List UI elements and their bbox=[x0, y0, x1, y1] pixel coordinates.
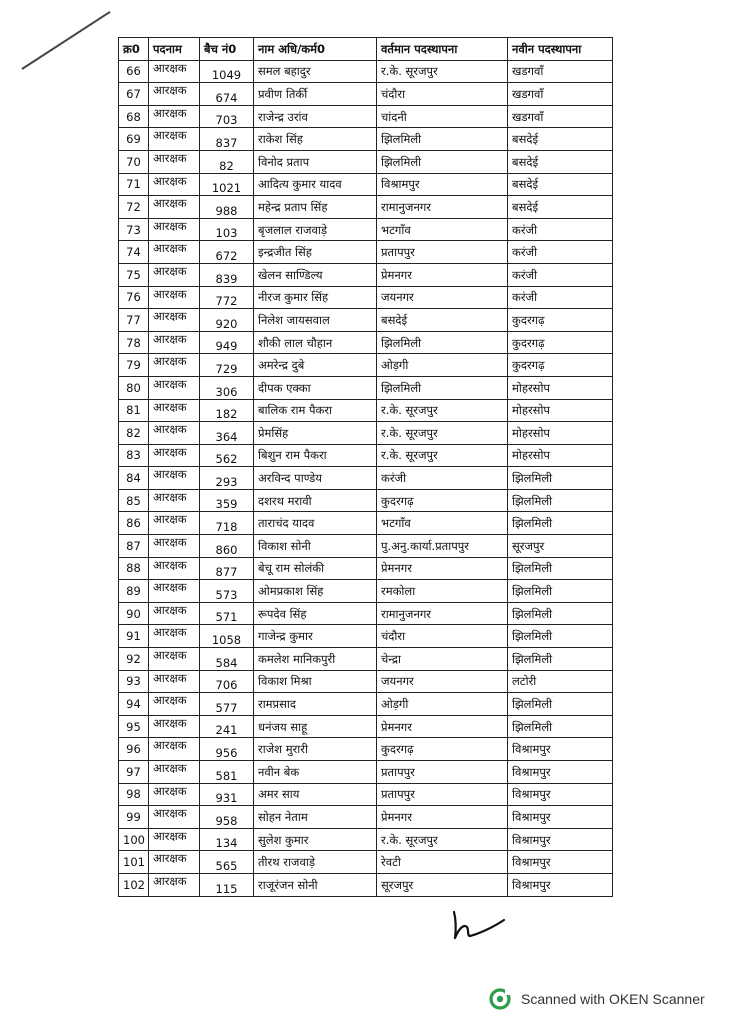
cell-serial-no: 95 bbox=[119, 715, 149, 738]
cell-serial-no: 74 bbox=[119, 241, 149, 264]
cell-batch-no: 772 bbox=[200, 286, 254, 309]
table-row bbox=[119, 467, 613, 490]
cell-serial-no: 91 bbox=[119, 625, 149, 648]
table-row bbox=[119, 263, 613, 286]
cell-new-posting: सूरजपुर bbox=[508, 535, 613, 558]
cell-batch-no: 82 bbox=[200, 150, 254, 173]
header-serial-no: क्र0 bbox=[119, 38, 149, 61]
table-row bbox=[119, 399, 613, 422]
cell-new-posting: बसदेई bbox=[508, 196, 613, 219]
cell-name: सुलेश कुमार bbox=[254, 828, 377, 851]
cell-batch-no: 672 bbox=[200, 241, 254, 264]
header-new-posting: नवीन पदस्थापना bbox=[508, 38, 613, 61]
cell-serial-no: 92 bbox=[119, 648, 149, 671]
table-row bbox=[119, 196, 613, 219]
cell-name: ताराचंद यादव bbox=[254, 512, 377, 535]
cell-name: धनंजय साहू bbox=[254, 715, 377, 738]
cell-rank: आरक्षक bbox=[149, 444, 200, 467]
cell-current-posting: करंजी bbox=[377, 467, 508, 490]
cell-batch-no: 573 bbox=[200, 580, 254, 603]
cell-new-posting: कुदरगढ़ bbox=[508, 331, 613, 354]
cell-new-posting: विश्रामपुर bbox=[508, 851, 613, 874]
header-current-posting: वर्तमान पदस्थापना bbox=[377, 38, 508, 61]
cell-batch-no: 577 bbox=[200, 693, 254, 716]
table-row bbox=[119, 806, 613, 829]
cell-current-posting: झिलमिली bbox=[377, 376, 508, 399]
cell-serial-no: 97 bbox=[119, 761, 149, 784]
header-rank: पदनाम bbox=[149, 38, 200, 61]
cell-current-posting: ओड़गी bbox=[377, 354, 508, 377]
cell-serial-no: 68 bbox=[119, 105, 149, 128]
cell-new-posting: झिलमिली bbox=[508, 557, 613, 580]
cell-rank: आरक्षक bbox=[149, 602, 200, 625]
table-header-row bbox=[119, 38, 613, 61]
cell-rank: आरक्षक bbox=[149, 625, 200, 648]
cell-serial-no: 96 bbox=[119, 738, 149, 761]
cell-batch-no: 1021 bbox=[200, 173, 254, 196]
cell-batch-no: 674 bbox=[200, 83, 254, 106]
cell-current-posting: प्रेमनगर bbox=[377, 557, 508, 580]
table-body bbox=[119, 60, 613, 896]
cell-serial-no: 83 bbox=[119, 444, 149, 467]
cell-name: राजूरंजन सोनी bbox=[254, 873, 377, 896]
cell-name: खेलन साण्डिल्य bbox=[254, 263, 377, 286]
cell-batch-no: 359 bbox=[200, 489, 254, 512]
table-row bbox=[119, 105, 613, 128]
cell-name: समल बहादुर bbox=[254, 60, 377, 83]
cell-new-posting: झिलमिली bbox=[508, 512, 613, 535]
table-row bbox=[119, 83, 613, 106]
cell-serial-no: 88 bbox=[119, 557, 149, 580]
cell-rank: आरक्षक bbox=[149, 670, 200, 693]
cell-rank: आरक्षक bbox=[149, 376, 200, 399]
table-row bbox=[119, 128, 613, 151]
cell-batch-no: 949 bbox=[200, 331, 254, 354]
table-row bbox=[119, 60, 613, 83]
cell-current-posting: झिलमिली bbox=[377, 128, 508, 151]
cell-rank: आरक्षक bbox=[149, 196, 200, 219]
cell-current-posting: प्रेमनगर bbox=[377, 806, 508, 829]
cell-rank: आरक्षक bbox=[149, 422, 200, 445]
cell-serial-no: 90 bbox=[119, 602, 149, 625]
cell-rank: आरक्षक bbox=[149, 580, 200, 603]
cell-name: आदित्य कुमार यादव bbox=[254, 173, 377, 196]
table-row bbox=[119, 715, 613, 738]
cell-current-posting: रेवटी bbox=[377, 851, 508, 874]
cell-new-posting: विश्रामपुर bbox=[508, 761, 613, 784]
cell-serial-no: 77 bbox=[119, 309, 149, 332]
cell-current-posting: र.के. सूरजपुर bbox=[377, 444, 508, 467]
cell-serial-no: 76 bbox=[119, 286, 149, 309]
cell-new-posting: झिलमिली bbox=[508, 580, 613, 603]
table-row bbox=[119, 557, 613, 580]
cell-name: अमर साय bbox=[254, 783, 377, 806]
cell-current-posting: चंदौरा bbox=[377, 625, 508, 648]
cell-current-posting: रामानुजनगर bbox=[377, 196, 508, 219]
cell-new-posting: बसदेई bbox=[508, 150, 613, 173]
cell-new-posting: झिलमिली bbox=[508, 489, 613, 512]
scanner-watermark bbox=[489, 988, 705, 1010]
cell-new-posting: करंजी bbox=[508, 263, 613, 286]
table-row bbox=[119, 625, 613, 648]
cell-name: दीपक एक्का bbox=[254, 376, 377, 399]
table-row bbox=[119, 873, 613, 896]
cell-batch-no: 931 bbox=[200, 783, 254, 806]
table-row bbox=[119, 828, 613, 851]
cell-serial-no: 72 bbox=[119, 196, 149, 219]
cell-new-posting: बसदेई bbox=[508, 128, 613, 151]
cell-batch-no: 584 bbox=[200, 648, 254, 671]
table-row bbox=[119, 354, 613, 377]
cell-batch-no: 1049 bbox=[200, 60, 254, 83]
cell-rank: आरक्षक bbox=[149, 286, 200, 309]
cell-serial-no: 102 bbox=[119, 873, 149, 896]
cell-rank: आरक्षक bbox=[149, 828, 200, 851]
cell-new-posting: करंजी bbox=[508, 218, 613, 241]
cell-name: रामप्रसाद bbox=[254, 693, 377, 716]
cell-new-posting: मोहरसोप bbox=[508, 444, 613, 467]
cell-name: गाजेन्द्र कुमार bbox=[254, 625, 377, 648]
cell-current-posting: पु.अनु.कार्या.प्रतापपुर bbox=[377, 535, 508, 558]
cell-name: बिशुन राम पैकरा bbox=[254, 444, 377, 467]
table-row bbox=[119, 670, 613, 693]
cell-rank: आरक्षक bbox=[149, 399, 200, 422]
cell-serial-no: 80 bbox=[119, 376, 149, 399]
cell-rank: आरक्षक bbox=[149, 467, 200, 490]
cell-current-posting: झिलमिली bbox=[377, 150, 508, 173]
cell-batch-no: 103 bbox=[200, 218, 254, 241]
cell-current-posting: रामानुजनगर bbox=[377, 602, 508, 625]
table-row bbox=[119, 602, 613, 625]
table-row bbox=[119, 331, 613, 354]
cell-name: विकाश सोनी bbox=[254, 535, 377, 558]
cell-batch-no: 306 bbox=[200, 376, 254, 399]
cell-batch-no: 718 bbox=[200, 512, 254, 535]
cell-rank: आरक्षक bbox=[149, 354, 200, 377]
cell-rank: आरक्षक bbox=[149, 535, 200, 558]
cell-name: तीरथ राजवाड़े bbox=[254, 851, 377, 874]
cell-new-posting: मोहरसोप bbox=[508, 399, 613, 422]
cell-name: सोहन नेताम bbox=[254, 806, 377, 829]
cell-rank: आरक्षक bbox=[149, 783, 200, 806]
cell-current-posting: बसदेई bbox=[377, 309, 508, 332]
cell-serial-no: 99 bbox=[119, 806, 149, 829]
cell-current-posting: चेन्द्रा bbox=[377, 648, 508, 671]
cell-batch-no: 1058 bbox=[200, 625, 254, 648]
cell-current-posting: प्रेमनगर bbox=[377, 715, 508, 738]
cell-rank: आरक्षक bbox=[149, 309, 200, 332]
cell-batch-no: 958 bbox=[200, 806, 254, 829]
cell-new-posting: विश्रामपुर bbox=[508, 806, 613, 829]
cell-serial-no: 85 bbox=[119, 489, 149, 512]
cell-rank: आरक्षक bbox=[149, 173, 200, 196]
table-row bbox=[119, 150, 613, 173]
cell-rank: आरक्षक bbox=[149, 851, 200, 874]
cell-current-posting: चंदौरा bbox=[377, 83, 508, 106]
cell-rank: आरक्षक bbox=[149, 738, 200, 761]
cell-serial-no: 78 bbox=[119, 331, 149, 354]
cell-new-posting: झिलमिली bbox=[508, 467, 613, 490]
cell-serial-no: 82 bbox=[119, 422, 149, 445]
cell-rank: आरक्षक bbox=[149, 648, 200, 671]
oken-scanner-logo-icon bbox=[489, 988, 511, 1010]
cell-new-posting: मोहरसोप bbox=[508, 422, 613, 445]
cell-name: ओमप्रकाश सिंह bbox=[254, 580, 377, 603]
cell-name: विनोद प्रताप bbox=[254, 150, 377, 173]
scanner-label: Scanned with OKEN Scanner bbox=[521, 991, 705, 1007]
cell-rank: आरक्षक bbox=[149, 512, 200, 535]
cell-serial-no: 89 bbox=[119, 580, 149, 603]
table-row bbox=[119, 489, 613, 512]
table-row bbox=[119, 761, 613, 784]
cell-batch-no: 860 bbox=[200, 535, 254, 558]
cell-serial-no: 86 bbox=[119, 512, 149, 535]
cell-new-posting: बसदेई bbox=[508, 173, 613, 196]
cell-name: रूपदेव सिंह bbox=[254, 602, 377, 625]
cell-batch-no: 703 bbox=[200, 105, 254, 128]
cell-current-posting: र.के. सूरजपुर bbox=[377, 422, 508, 445]
cell-rank: आरक्षक bbox=[149, 489, 200, 512]
cell-rank: आरक्षक bbox=[149, 241, 200, 264]
cell-name: इन्द्रजीत सिंह bbox=[254, 241, 377, 264]
cell-current-posting: जयनगर bbox=[377, 670, 508, 693]
cell-batch-no: 877 bbox=[200, 557, 254, 580]
cell-name: दशरथ मरावी bbox=[254, 489, 377, 512]
header-name: नाम अधि/कर्म0 bbox=[254, 38, 377, 61]
cell-new-posting: कुदरगढ़ bbox=[508, 354, 613, 377]
cell-new-posting: कुदरगढ़ bbox=[508, 309, 613, 332]
cell-batch-no: 581 bbox=[200, 761, 254, 784]
cell-serial-no: 79 bbox=[119, 354, 149, 377]
cell-current-posting: ओड़गी bbox=[377, 693, 508, 716]
cell-current-posting: प्रेमनगर bbox=[377, 263, 508, 286]
cell-batch-no: 293 bbox=[200, 467, 254, 490]
cell-new-posting: विश्रामपुर bbox=[508, 738, 613, 761]
cell-new-posting: झिलमिली bbox=[508, 602, 613, 625]
cell-batch-no: 241 bbox=[200, 715, 254, 738]
cell-current-posting: कुदरगढ़ bbox=[377, 489, 508, 512]
cell-rank: आरक्षक bbox=[149, 83, 200, 106]
table-row bbox=[119, 218, 613, 241]
table-row bbox=[119, 535, 613, 558]
cell-current-posting: सूरजपुर bbox=[377, 873, 508, 896]
table-row bbox=[119, 376, 613, 399]
cell-serial-no: 101 bbox=[119, 851, 149, 874]
cell-batch-no: 565 bbox=[200, 851, 254, 874]
cell-serial-no: 70 bbox=[119, 150, 149, 173]
cell-batch-no: 920 bbox=[200, 309, 254, 332]
cell-batch-no: 839 bbox=[200, 263, 254, 286]
cell-serial-no: 71 bbox=[119, 173, 149, 196]
cell-serial-no: 98 bbox=[119, 783, 149, 806]
table-row bbox=[119, 851, 613, 874]
cell-serial-no: 94 bbox=[119, 693, 149, 716]
cell-serial-no: 73 bbox=[119, 218, 149, 241]
table-row bbox=[119, 580, 613, 603]
table-row bbox=[119, 512, 613, 535]
cell-batch-no: 956 bbox=[200, 738, 254, 761]
cell-current-posting: भटगॉंव bbox=[377, 218, 508, 241]
cell-current-posting: झिलमिली bbox=[377, 331, 508, 354]
posting-table bbox=[118, 37, 613, 897]
cell-batch-no: 562 bbox=[200, 444, 254, 467]
cell-batch-no: 571 bbox=[200, 602, 254, 625]
cell-name: कमलेश मानिकपुरी bbox=[254, 648, 377, 671]
table-row bbox=[119, 173, 613, 196]
cell-rank: आरक्षक bbox=[149, 557, 200, 580]
cell-serial-no: 100 bbox=[119, 828, 149, 851]
cell-batch-no: 182 bbox=[200, 399, 254, 422]
cell-batch-no: 364 bbox=[200, 422, 254, 445]
table-row bbox=[119, 738, 613, 761]
cell-name: अमरेन्द्र दुबे bbox=[254, 354, 377, 377]
cell-new-posting: विश्रामपुर bbox=[508, 828, 613, 851]
cell-new-posting: करंजी bbox=[508, 286, 613, 309]
cell-name: निलेश जायसवाल bbox=[254, 309, 377, 332]
cell-rank: आरक्षक bbox=[149, 218, 200, 241]
cell-current-posting: प्रतापपुर bbox=[377, 761, 508, 784]
cell-new-posting: मोहरसोप bbox=[508, 376, 613, 399]
cell-new-posting: झिलमिली bbox=[508, 648, 613, 671]
cell-rank: आरक्षक bbox=[149, 806, 200, 829]
cell-current-posting: विश्रामपुर bbox=[377, 173, 508, 196]
cell-new-posting: खडगवॉं bbox=[508, 60, 613, 83]
cell-name: बृजलाल राजवाड़े bbox=[254, 218, 377, 241]
cell-batch-no: 115 bbox=[200, 873, 254, 896]
cell-new-posting: विश्रामपुर bbox=[508, 783, 613, 806]
scan-edge-line bbox=[21, 11, 110, 70]
cell-rank: आरक्षक bbox=[149, 693, 200, 716]
table-row bbox=[119, 783, 613, 806]
cell-name: विकाश मिश्रा bbox=[254, 670, 377, 693]
cell-name: अरविन्द पाण्डेय bbox=[254, 467, 377, 490]
cell-rank: आरक्षक bbox=[149, 128, 200, 151]
header-batch-no: बैच नं0 bbox=[200, 38, 254, 61]
cell-current-posting: र.के. सूरजपुर bbox=[377, 60, 508, 83]
cell-current-posting: रमकोला bbox=[377, 580, 508, 603]
cell-new-posting: झिलमिली bbox=[508, 715, 613, 738]
cell-serial-no: 66 bbox=[119, 60, 149, 83]
cell-name: बेचू राम सोलंकी bbox=[254, 557, 377, 580]
cell-serial-no: 84 bbox=[119, 467, 149, 490]
cell-name: शौकी लाल चौहान bbox=[254, 331, 377, 354]
cell-rank: आरक्षक bbox=[149, 150, 200, 173]
cell-serial-no: 75 bbox=[119, 263, 149, 286]
table-row bbox=[119, 648, 613, 671]
cell-new-posting: खडगवॉं bbox=[508, 105, 613, 128]
table-row bbox=[119, 444, 613, 467]
cell-name: नीरज कुमार सिंह bbox=[254, 286, 377, 309]
cell-rank: आरक्षक bbox=[149, 761, 200, 784]
cell-current-posting: कुदरगढ़ bbox=[377, 738, 508, 761]
cell-name: प्रेमसिंह bbox=[254, 422, 377, 445]
cell-name: राजेश मुरारी bbox=[254, 738, 377, 761]
cell-batch-no: 134 bbox=[200, 828, 254, 851]
cell-name: महेन्द्र प्रताप सिंह bbox=[254, 196, 377, 219]
cell-batch-no: 706 bbox=[200, 670, 254, 693]
cell-new-posting: खडगवॉं bbox=[508, 83, 613, 106]
cell-new-posting: झिलमिली bbox=[508, 693, 613, 716]
cell-new-posting: विश्रामपुर bbox=[508, 873, 613, 896]
cell-serial-no: 81 bbox=[119, 399, 149, 422]
cell-batch-no: 729 bbox=[200, 354, 254, 377]
handwritten-signature bbox=[448, 908, 508, 944]
cell-name: प्रवीण तिर्की bbox=[254, 83, 377, 106]
cell-current-posting: र.के. सूरजपुर bbox=[377, 828, 508, 851]
cell-name: बालिक राम पैकरा bbox=[254, 399, 377, 422]
cell-current-posting: प्रतापपुर bbox=[377, 241, 508, 264]
cell-new-posting: करंजी bbox=[508, 241, 613, 264]
cell-new-posting: लटोरी bbox=[508, 670, 613, 693]
cell-name: राकेश सिंह bbox=[254, 128, 377, 151]
cell-current-posting: भटगॉंव bbox=[377, 512, 508, 535]
cell-name: राजेन्द्र उरांव bbox=[254, 105, 377, 128]
cell-current-posting: प्रतापपुर bbox=[377, 783, 508, 806]
cell-rank: आरक्षक bbox=[149, 60, 200, 83]
cell-rank: आरक्षक bbox=[149, 873, 200, 896]
cell-rank: आरक्षक bbox=[149, 715, 200, 738]
cell-serial-no: 69 bbox=[119, 128, 149, 151]
table-row bbox=[119, 693, 613, 716]
table-row bbox=[119, 286, 613, 309]
cell-serial-no: 87 bbox=[119, 535, 149, 558]
cell-serial-no: 93 bbox=[119, 670, 149, 693]
cell-current-posting: जयनगर bbox=[377, 286, 508, 309]
cell-batch-no: 988 bbox=[200, 196, 254, 219]
cell-new-posting: झिलमिली bbox=[508, 625, 613, 648]
table-row bbox=[119, 309, 613, 332]
cell-rank: आरक्षक bbox=[149, 105, 200, 128]
cell-rank: आरक्षक bbox=[149, 331, 200, 354]
table-row bbox=[119, 422, 613, 445]
cell-batch-no: 837 bbox=[200, 128, 254, 151]
table-row bbox=[119, 241, 613, 264]
cell-current-posting: र.के. सूरजपुर bbox=[377, 399, 508, 422]
cell-current-posting: चांदनी bbox=[377, 105, 508, 128]
cell-rank: आरक्षक bbox=[149, 263, 200, 286]
cell-serial-no: 67 bbox=[119, 83, 149, 106]
cell-name: नवीन बेक bbox=[254, 761, 377, 784]
